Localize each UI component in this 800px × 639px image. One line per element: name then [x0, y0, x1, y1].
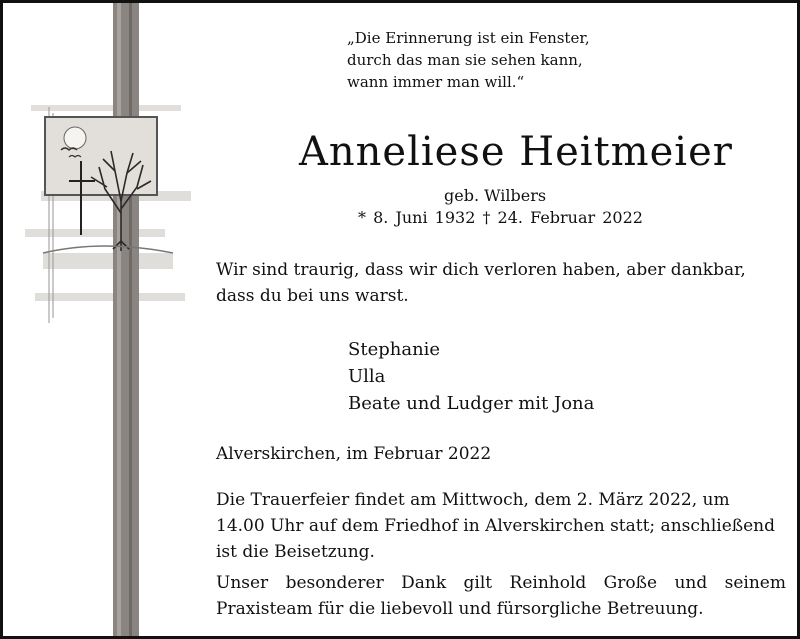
family-member: Stephanie	[348, 339, 441, 360]
family-member: Ulla	[348, 366, 386, 387]
intro-text: Wir sind traurig, dass wir dich verloren haben, aber dankbar, dass du bei uns warst.	[216, 260, 746, 306]
moon-icon	[64, 127, 86, 149]
family-member: Beate und Ludger mit Jona	[348, 393, 595, 414]
memorial-artwork	[3, 3, 203, 636]
ground	[43, 246, 173, 253]
service-info: Die Trauerfeier findet am Mittwoch, dem 2. März 2022, um 14.00 Uhr auf dem Friedhof in Alverskirchen statt; anschließend ist die Beisetzung.	[216, 490, 776, 562]
quote: „Die Erinnerung ist ein Fenster, durch das man sie sehen kann, wann immer man will.“	[347, 29, 590, 91]
family-list	[348, 336, 594, 417]
life-dates: * 8. Juni 1932 † 24. Februar 2022	[358, 208, 643, 227]
birth-name: geb. Wilbers	[444, 186, 547, 205]
deceased-name: Anneliese Heitmeier	[299, 129, 733, 175]
cross-beam	[113, 3, 139, 636]
thanks-text: Unser besonderer Dank gilt Reinhold Große und seinem Praxisteam für die liebevoll und fürsorgliche Betreuung.	[216, 573, 786, 619]
place-date: Alverskirchen, im Februar 2022	[216, 444, 492, 464]
